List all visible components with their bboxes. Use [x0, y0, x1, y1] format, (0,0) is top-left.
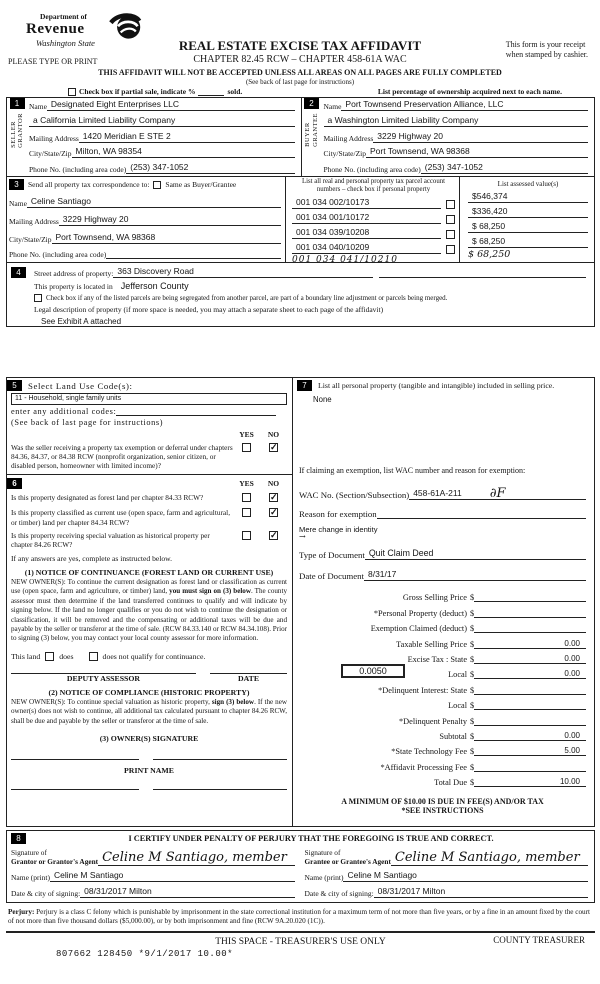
wac-number-field[interactable]: 458-61A-211 — [413, 488, 462, 498]
section-3-badge: 3 — [9, 179, 24, 190]
partial-sale-row — [68, 87, 592, 96]
street-address-label: Street address of property: — [34, 269, 114, 278]
section-8-badge: 8 — [11, 833, 26, 844]
buyer-citystatezip-label: City/State/Zip — [323, 149, 366, 159]
no-checkbox[interactable] — [269, 508, 278, 517]
fee-row: Gross Selling Price $ — [299, 587, 586, 602]
assessed-header: List assessed value(s) — [497, 180, 559, 188]
seller-name-field[interactable]: Designated Eight Enterprises LLC — [47, 99, 295, 111]
exemption-intro: If claiming an exemption, list WAC number and reason for exemption: — [299, 466, 526, 475]
parcel-number-field[interactable]: 001 034 040/10209 — [292, 242, 441, 254]
buyer-phone-field[interactable]: (253) 347-1052 — [421, 162, 588, 174]
seller-company-field[interactable]: a California Limited Liability Company — [29, 115, 295, 127]
seller-phone-field[interactable]: (253) 347-1052 — [126, 162, 294, 174]
logo-state-text: Washington State — [36, 38, 95, 48]
assessed-row — [468, 236, 588, 248]
land-use-section — [6, 377, 293, 827]
same-as-buyer-checkbox[interactable] — [153, 181, 161, 189]
blank-gap — [6, 327, 595, 377]
no-checkbox[interactable] — [269, 443, 278, 452]
assessed-row-handwritten — [468, 249, 588, 260]
does-not-checkbox[interactable] — [89, 652, 98, 661]
personal-property-checkbox[interactable] — [446, 215, 455, 224]
grantor-signature-field[interactable]: Celine M Santiago, member — [98, 846, 294, 866]
exemption-deferral-question: Was the seller receiving a property tax exemption or deferral under chapters 84.36, 84.37, or 84.38 RCW (nonprofit organization, senior citizen, or disabled person, homeowner with limited income)? ✓ — [11, 443, 287, 470]
grantor-signature-block — [11, 846, 295, 898]
correspondence-label: Send all property tax correspondence to: — [28, 180, 150, 189]
land-use-label: Select Land Use Code(s): — [28, 380, 133, 391]
wac-number-label: WAC No. (Section/Subsection) — [299, 490, 410, 500]
segregated-label: Check box if any of the listed parcels are being segregated from another parcel, are part of a boundary line adjustment or parcels being merged. — [46, 294, 448, 302]
partial-sale-label: Check box if partial sale, indicate % — [79, 87, 196, 96]
assessed-values-column — [459, 177, 594, 262]
fee-row: Excise Tax : State $ 0.00 — [299, 649, 586, 664]
fee-row: Subtotal $ 0.00 — [299, 726, 586, 741]
parcel-number-field[interactable]: 001 034 001/10172 — [292, 212, 441, 224]
print-name-line[interactable] — [11, 789, 139, 790]
yes-checkbox[interactable] — [242, 493, 251, 502]
parcel-row — [292, 197, 455, 209]
local-rate-box[interactable]: 0.0050 — [341, 664, 405, 678]
notice-compliance-title: (2) NOTICE OF COMPLIANCE (HISTORIC PROPERTY) — [48, 687, 250, 697]
buyer-address-field[interactable]: 3229 Highway 20 — [373, 131, 588, 143]
additional-codes-label: enter any additional codes: — [11, 407, 117, 416]
tax-computation-section — [293, 377, 595, 827]
corr-name-field[interactable]: Celine Santiago — [27, 196, 281, 208]
section-5-badge: 5 — [7, 380, 22, 391]
corr-citystatezip-field[interactable]: Port Townsend, WA 98368 — [52, 232, 282, 244]
no-header: NO — [267, 430, 280, 439]
notice-continuance-body: NEW OWNER(S): To continue the current designation as forest land or classification as current use (open space, farm and agriculture, or timber) land, you must sign on (3) below. The county assessor must then determine if the land transferred continues to qualify and will indicate by signing below. If the land no longer qualifies or you do not wish to continue the designation or classification, it will be removed and the compensating or additional taxes will be due and payable by the seller or transferor at the time of sale. (RCW 84.33.140 or RCW 84.34.108). Prior to signing (3) below, you may contact your local county assessor for more information. — [11, 577, 287, 643]
signature-of-label: Signature of — [11, 847, 47, 857]
wac-handwritten-initials[interactable]: ∂F — [489, 486, 506, 501]
owner-signature-line[interactable] — [11, 759, 139, 760]
fee-amount-field[interactable]: 5.00 — [474, 746, 586, 756]
yes-checkbox[interactable] — [242, 508, 251, 517]
grantor-agent-label: Grantor or Grantor's Agent — [11, 856, 99, 866]
print-name-line[interactable] — [153, 789, 287, 790]
assessed-value-field[interactable]: $ 68,250 — [468, 236, 588, 248]
form-title: REAL ESTATE EXCISE TAX AFFIDAVIT — [178, 38, 422, 53]
assessed-row — [468, 191, 588, 203]
grantee-signature-field[interactable]: Celine M Santiago, member — [391, 846, 588, 866]
form-header — [0, 0, 600, 97]
assessor-date-label: DATE — [237, 673, 260, 683]
perjury-statement: Perjury: Perjury is a class C felony which is punishable by imprisonment in the state correctional institution for a maximum term of not more than five years, or by a fine in an amount fixed by the court of not more than five thousand dollars ($5,000.00), or by both imprisonment and fine (RCW 9A.20.020 (1C)). — [6, 905, 595, 933]
logo-revenue-text: Revenue — [26, 21, 85, 37]
seller-phone-label: Phone No. (including area code) — [29, 165, 127, 174]
logo-dept-text: Department of — [40, 12, 87, 21]
yes-checkbox[interactable] — [242, 531, 251, 540]
date-of-document-field[interactable]: 8/31/17 — [364, 569, 586, 581]
certification-section — [6, 830, 595, 903]
buyer-citystatezip-field[interactable]: Port Townsend, WA 98368 — [366, 146, 588, 158]
parcel-row — [292, 227, 455, 239]
located-county-field[interactable]: Jefferson County — [120, 281, 189, 291]
signature-of-label: Signature of — [304, 847, 341, 857]
grantor-datecity-label: Date & city of signing: — [11, 889, 81, 898]
reason-exemption-field[interactable] — [377, 517, 586, 519]
treasurer-space-label: THIS SPACE - TREASURER'S USE ONLY — [215, 936, 386, 947]
grantee-datecity-field[interactable]: 08/31/2017 Milton — [374, 886, 588, 898]
corr-address-field[interactable]: 3229 Highway 20 — [59, 214, 281, 226]
property-address-section — [6, 263, 595, 327]
seller-name-label: Name — [29, 102, 47, 111]
parcel-numbers-column — [285, 177, 459, 266]
cashier-stamp: 807662 128450 *9/1/2017 10.00* — [56, 948, 234, 959]
section-6-badge: 6 — [7, 478, 22, 489]
grantor-print-field[interactable]: Celine M Santiago — [50, 870, 295, 882]
fee-row: Local $ — [299, 695, 586, 710]
grantee-print-field[interactable]: Celine M Santiago — [343, 870, 588, 882]
no-checkbox[interactable] — [269, 493, 278, 502]
parcel-row-handwritten — [292, 255, 455, 265]
personal-property-label: List all personal property (tangible and intangible) included in selling price. — [318, 380, 555, 390]
fee-row: Taxable Selling Price $ 0.00 — [299, 633, 586, 648]
notice-compliance-body: NEW OWNER(S): To continue special valuation as historic property, sign (3) below. If the new owner(s) does not wish to continue, all additional tax calculated pursuant to chapter 84.26 RCW, shall be due and payable by the seller or transferor at the time of sale. — [11, 697, 288, 725]
buyer-side-label: BUYER GRANTEE — [304, 113, 319, 147]
reason-exemption-label: Reason for exemption — [299, 509, 377, 519]
grantee-print-label: Name (print) — [304, 873, 344, 882]
county-treasurer-label: COUNTY TREASURER — [493, 934, 585, 945]
reason-exemption-value[interactable]: Mere change in identity — [299, 525, 378, 534]
personal-property-checkbox[interactable] — [446, 230, 455, 239]
seller-address-field[interactable]: 1420 Meridian E STE 2 — [79, 131, 295, 143]
fee-row-local-rate: 0.0050 Local $ 0.00 — [299, 664, 586, 679]
section-7-badge: 7 — [297, 380, 312, 391]
see-back-note: (See back of last page for instructions) — [245, 78, 355, 86]
fee-amount-field[interactable]: 0.00 — [474, 654, 586, 664]
print-name-title: PRINT NAME — [124, 766, 174, 776]
date-of-document-label: Date of Document — [299, 571, 364, 581]
fee-amount-field[interactable]: 0.00 — [474, 669, 586, 679]
sold-label: sold. — [227, 87, 243, 96]
if-yes-note: If any answers are yes, complete as instructed below. — [11, 553, 173, 563]
section-1-badge: 1 — [10, 98, 25, 109]
assessed-value-field[interactable]: $ 68,250 — [468, 221, 588, 233]
fee-row: Exemption Claimed (deduct) $ — [299, 618, 586, 633]
chapter-line: CHAPTER 82.45 RCW – CHAPTER 458-61A WAC — [193, 54, 407, 65]
buyer-name-label: Name — [323, 102, 342, 111]
fee-row: *Delinquent Interest: State $ — [299, 679, 586, 694]
personal-property-checkbox[interactable] — [446, 245, 455, 254]
fee-row: *State Technology Fee $ 5.00 — [299, 741, 586, 756]
grantee-datecity-label: Date & city of signing: — [304, 889, 374, 898]
fee-row: *Affidavit Processing Fee $ — [299, 756, 586, 771]
located-in-label: This property is located in — [34, 282, 113, 291]
no-header: NO — [267, 479, 280, 489]
corr-phone-field[interactable] — [106, 257, 281, 259]
additional-codes-field[interactable] — [116, 415, 276, 416]
yes-header: YES — [239, 479, 254, 489]
buyer-section — [301, 98, 595, 176]
section-4-badge: 4 — [11, 267, 26, 278]
see-back-instructions: (See back of last page for instructions) — [11, 418, 164, 427]
parcel-number-field[interactable]: 001 034 002/10173 — [292, 197, 441, 209]
parcel-row — [292, 212, 455, 224]
personal-property-value[interactable]: None — [313, 395, 332, 404]
continuance-qualify-row: This land does does not qualify for continuance. — [11, 651, 206, 661]
fee-row: *Personal Property (deduct) $ — [299, 602, 586, 617]
partial-sale-checkbox[interactable] — [68, 88, 76, 96]
street-address-field[interactable]: 363 Discovery Road — [113, 266, 373, 278]
type-of-document-label: Type of Document — [299, 550, 365, 560]
assessed-row — [468, 206, 588, 218]
ownership-label: List percentage of ownership acquired next to each name. — [377, 87, 562, 96]
parties-section — [6, 97, 595, 177]
corr-address-label: Mailing Address — [9, 217, 59, 226]
seller-side-label: SELLER GRANTOR — [9, 113, 24, 148]
parcel-row — [292, 242, 455, 254]
current-use-question: Is this property classified as current use (open space, farm and agricultural, or timber) land per chapter 84.34 RCW? ✓ — [11, 508, 287, 526]
corr-phone-label: Phone No. (including area code) — [9, 250, 107, 259]
parcel-number-handwritten[interactable]: 001 034 041/10210 — [292, 255, 398, 266]
warning-line: THIS AFFIDAVIT WILL NOT BE ACCEPTED UNLESS ALL AREAS ON ALL PAGES ARE FULLY COMPLETED — [98, 68, 502, 77]
fee-row: *Delinquent Penalty $ — [299, 710, 586, 725]
corr-name-label: Name — [9, 199, 27, 208]
receipt-note: This form is your receipt when stamped by cashier. — [505, 40, 588, 60]
type-of-document-field[interactable]: Quit Claim Deed — [365, 548, 586, 560]
same-as-buyer-label: Same as Buyer/Grantee — [165, 180, 237, 189]
buyer-phone-label: Phone No. (including area code) — [323, 165, 421, 174]
owners-signature-title: (3) OWNER(S) SIGNATURE — [99, 734, 199, 744]
assessed-row — [468, 221, 588, 233]
seller-address-label: Mailing Address — [29, 133, 79, 143]
seller-citystatezip-label: City/State/Zip — [29, 149, 72, 159]
see-instructions-note: *SEE INSTRUCTIONS — [401, 806, 484, 816]
minimum-fee-note: A MINIMUM OF $10.00 IS DUE IN FEE(S) AND/OR TAX — [341, 797, 544, 807]
personal-property-checkbox[interactable] — [446, 200, 455, 209]
grantee-agent-label: Grantee or Grantee's Agent — [304, 856, 391, 866]
please-type-note: PLEASE TYPE OR PRINT — [8, 57, 98, 66]
partial-percent-field[interactable] — [198, 95, 224, 96]
land-use-select[interactable]: 11 - Household, single family units — [11, 393, 287, 405]
legal-description-value[interactable]: See Exhibit A attached — [41, 317, 122, 326]
historic-property-question: Is this property receiving special valuation as historical property per chapter 84.26 RCW? ✓ — [11, 531, 287, 549]
treasurer-footer — [6, 933, 595, 979]
no-checkbox[interactable] — [269, 531, 278, 540]
assessed-value-field[interactable]: $336,420 — [468, 206, 588, 218]
parcel-header: List all real and personal property tax parcel account numbers – check box if personal property — [301, 178, 446, 194]
legal-description-label: Legal description of property (if more space is needed, you may attach a separate sheet to each page of the affidavit) — [34, 305, 384, 314]
corr-citystatezip-label: City/State/Zip — [9, 235, 52, 244]
section-2-badge: 2 — [304, 98, 319, 109]
grantor-datecity-field[interactable]: 08/31/2017 Milton — [80, 886, 294, 898]
grantor-print-label: Name (print) — [11, 873, 50, 882]
assessed-value-field[interactable]: $546,374 — [468, 191, 588, 203]
parcel-number-field[interactable]: 001 034 039/10208 — [292, 227, 441, 239]
correspondence-section — [6, 177, 595, 266]
yes-checkbox[interactable] — [242, 443, 251, 452]
buyer-name-field[interactable]: Port Townsend Preservation Alliance, LLC — [341, 99, 588, 111]
buyer-address-label: Mailing Address — [323, 133, 374, 143]
fee-amount-field[interactable]: 0.00 — [474, 639, 586, 649]
assessed-value-handwritten[interactable]: $ 68,250 — [468, 249, 511, 260]
notice-continuance-title: (1) NOTICE OF CONTINUANCE (FOREST LAND OR CURRENT USE) — [24, 567, 274, 577]
grantee-signature-block — [305, 846, 589, 898]
forest-land-question: Is this property designated as forest land per chapter 84.33 RCW? ✓ — [11, 493, 287, 504]
yes-header: YES — [239, 430, 254, 439]
seller-section — [7, 98, 301, 176]
segregated-checkbox[interactable] — [34, 294, 42, 302]
certify-statement: I CERTIFY UNDER PENALTY OF PERJURY THAT THE FOREGOING IS TRUE AND CORRECT. — [128, 834, 494, 843]
buyer-company-field[interactable]: a Washington Limited Liability Company — [324, 115, 589, 127]
fee-row: Total Due $ 10.00 — [299, 772, 586, 787]
owner-signature-line[interactable] — [153, 759, 287, 760]
does-checkbox[interactable] — [45, 652, 54, 661]
pen-arrow-mark: → — [299, 532, 306, 541]
deputy-assessor-label: DEPUTY ASSESSOR — [66, 673, 141, 683]
seller-citystatezip-field[interactable]: Milton, WA 98354 — [72, 146, 295, 158]
fee-amount-field[interactable]: 10.00 — [474, 777, 586, 787]
fee-amount-field[interactable]: 0.00 — [474, 731, 586, 741]
